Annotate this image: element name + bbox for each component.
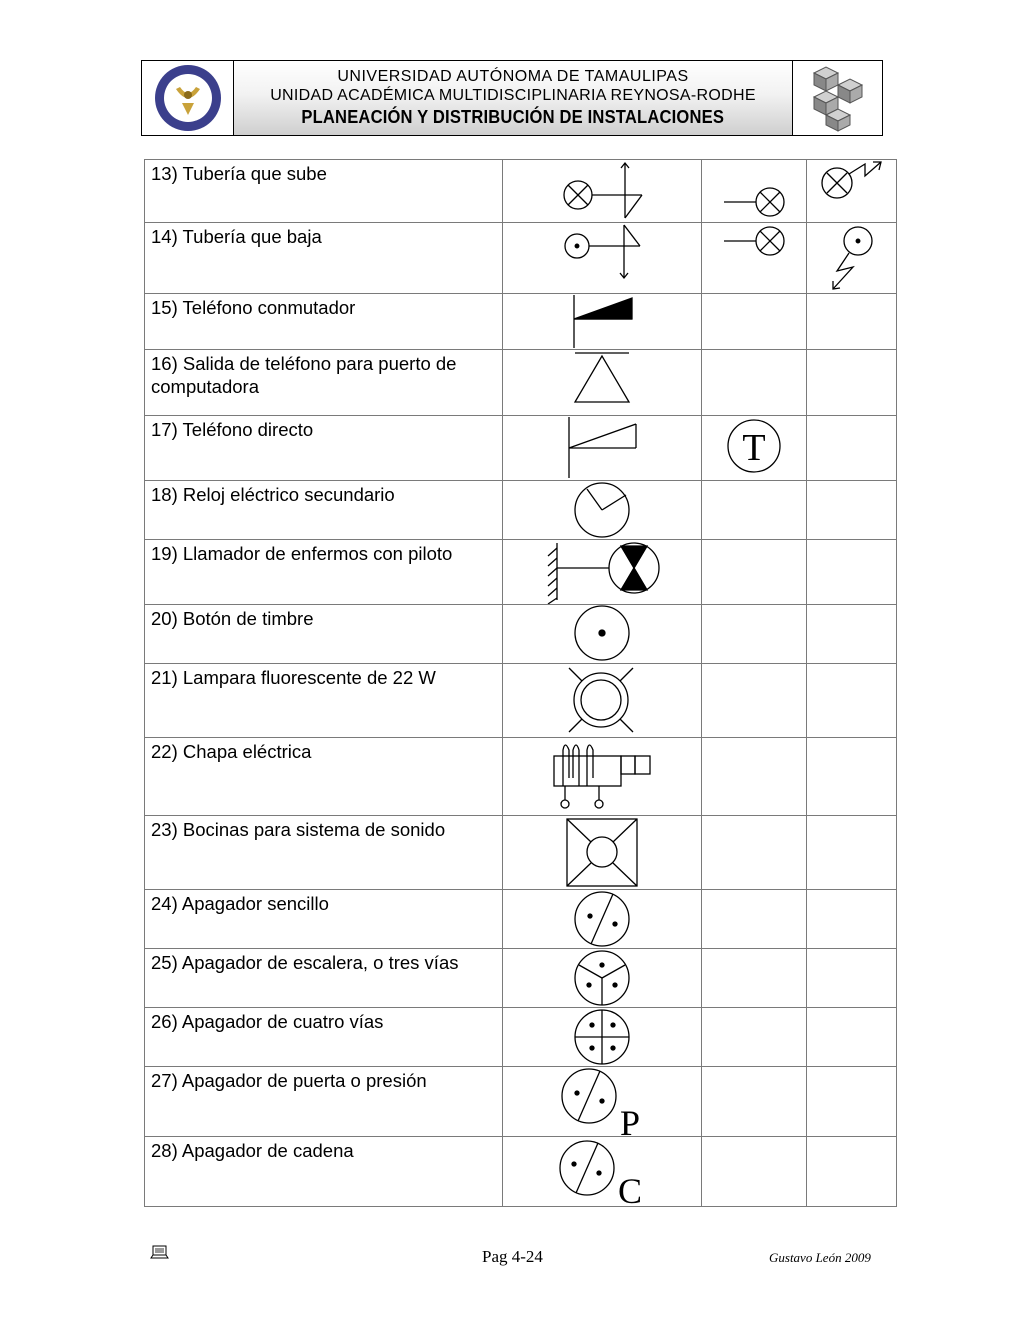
drop-pipe-symbol [503, 223, 702, 294]
empty-cell [702, 1008, 807, 1067]
drop-pipe-alt2-symbol [807, 223, 897, 294]
empty-cell [807, 1067, 897, 1137]
row-label: 18) Reloj eléctrico secundario [145, 481, 503, 540]
table-row [145, 294, 897, 350]
table-row [145, 890, 897, 949]
row-label: 27) Apagador de puerta o presión [145, 1067, 503, 1137]
table-row [145, 540, 897, 605]
row-label: 24) Apagador sencillo [145, 890, 503, 949]
empty-cell [702, 294, 807, 350]
direct-phone-symbol [503, 416, 702, 481]
empty-cell [702, 1137, 807, 1207]
row-label: 17) Teléfono directo [145, 416, 503, 481]
chain-switch-letter: C [618, 1171, 643, 1206]
secondary-clock-symbol [503, 481, 702, 540]
table-row [145, 1137, 897, 1207]
empty-cell [807, 890, 897, 949]
empty-cell [807, 540, 897, 605]
table-row [145, 1067, 897, 1137]
empty-cell [702, 350, 807, 416]
table-row [145, 160, 897, 223]
door-switch-letter: P [620, 1103, 641, 1136]
row-label: 16) Salida de teléfono para puerto de computadora [145, 350, 503, 416]
row-label: 19) Llamador de enfermos con piloto [145, 540, 503, 605]
riser-pipe-alt2-symbol [807, 160, 897, 223]
row-label: 15) Teléfono conmutador [145, 294, 503, 350]
empty-cell [702, 481, 807, 540]
riser-pipe-alt-symbol [702, 160, 807, 223]
chain-switch-symbol [503, 1137, 702, 1207]
table-row [145, 1008, 897, 1067]
table-row [145, 350, 897, 416]
page-number: Pag 4-24 [482, 1247, 543, 1266]
table-row [145, 481, 897, 540]
header-title-block [234, 61, 792, 135]
table-row [145, 223, 897, 294]
empty-cell [702, 816, 807, 890]
row-label: 14) Tubería que baja [145, 223, 503, 294]
table-row [145, 605, 897, 664]
electric-lock-symbol [503, 738, 702, 816]
empty-cell [807, 816, 897, 890]
symbols-table [144, 159, 897, 1207]
table-row [145, 738, 897, 816]
drop-pipe-alt-symbol [702, 223, 807, 294]
single-switch-symbol [503, 890, 702, 949]
course-title: PLANEACIÓN Y DISTRIBUCIÓN DE INSTALACIONES [301, 107, 725, 127]
empty-cell [702, 664, 807, 738]
empty-cell [702, 540, 807, 605]
university-name: UNIVERSIDAD AUTÓNOMA DE TAMAULIPAS [337, 68, 689, 85]
university-seal-icon [142, 61, 234, 135]
row-label: 25) Apagador de escalera, o tres vías [145, 949, 503, 1008]
three-way-switch-symbol [503, 949, 702, 1008]
switchboard-phone-symbol [503, 294, 702, 350]
nurse-call-pilot-symbol [503, 540, 702, 605]
empty-cell [702, 890, 807, 949]
riser-pipe-symbol [503, 160, 702, 223]
empty-cell [807, 738, 897, 816]
empty-cell [807, 416, 897, 481]
row-label: 28) Apagador de cadena [145, 1137, 503, 1207]
computer-phone-outlet-symbol [503, 350, 702, 416]
row-label: 22) Chapa eléctrica [145, 738, 503, 816]
empty-cell [807, 1008, 897, 1067]
table-row [145, 416, 897, 481]
row-label: 23) Bocinas para sistema de sonido [145, 816, 503, 890]
empty-cell [807, 664, 897, 738]
author-credit: Gustavo León 2009 [769, 1250, 871, 1265]
computer-icon [150, 1244, 170, 1267]
empty-cell [702, 605, 807, 664]
empty-cell [807, 1137, 897, 1207]
academic-unit: UNIDAD ACADÉMICA MULTIDISCIPLINARIA REYNOSA-RODHE [270, 87, 756, 104]
empty-cell [702, 738, 807, 816]
row-label: 26) Apagador de cuatro vías [145, 1008, 503, 1067]
direct-phone-alt-symbol [702, 416, 807, 481]
cube-logo-icon [792, 61, 882, 135]
empty-cell [702, 1067, 807, 1137]
empty-cell [807, 949, 897, 1008]
four-way-switch-symbol [503, 1008, 702, 1067]
door-switch-symbol [503, 1067, 702, 1137]
speaker-symbol [503, 816, 702, 890]
row-label: 21) Lampara fluorescente de 22 W [145, 664, 503, 738]
bell-button-symbol [503, 605, 702, 664]
empty-cell [807, 481, 897, 540]
direct-phone-letter: T [742, 427, 766, 469]
empty-cell [807, 350, 897, 416]
table-row [145, 949, 897, 1008]
empty-cell [807, 294, 897, 350]
table-row [145, 816, 897, 890]
empty-cell [807, 605, 897, 664]
row-label: 13) Tubería que sube [145, 160, 503, 223]
empty-cell [702, 949, 807, 1008]
document-header [141, 60, 883, 136]
row-label: 20) Botón de timbre [145, 605, 503, 664]
fluorescent-lamp-symbol [503, 664, 702, 738]
table-row [145, 664, 897, 738]
